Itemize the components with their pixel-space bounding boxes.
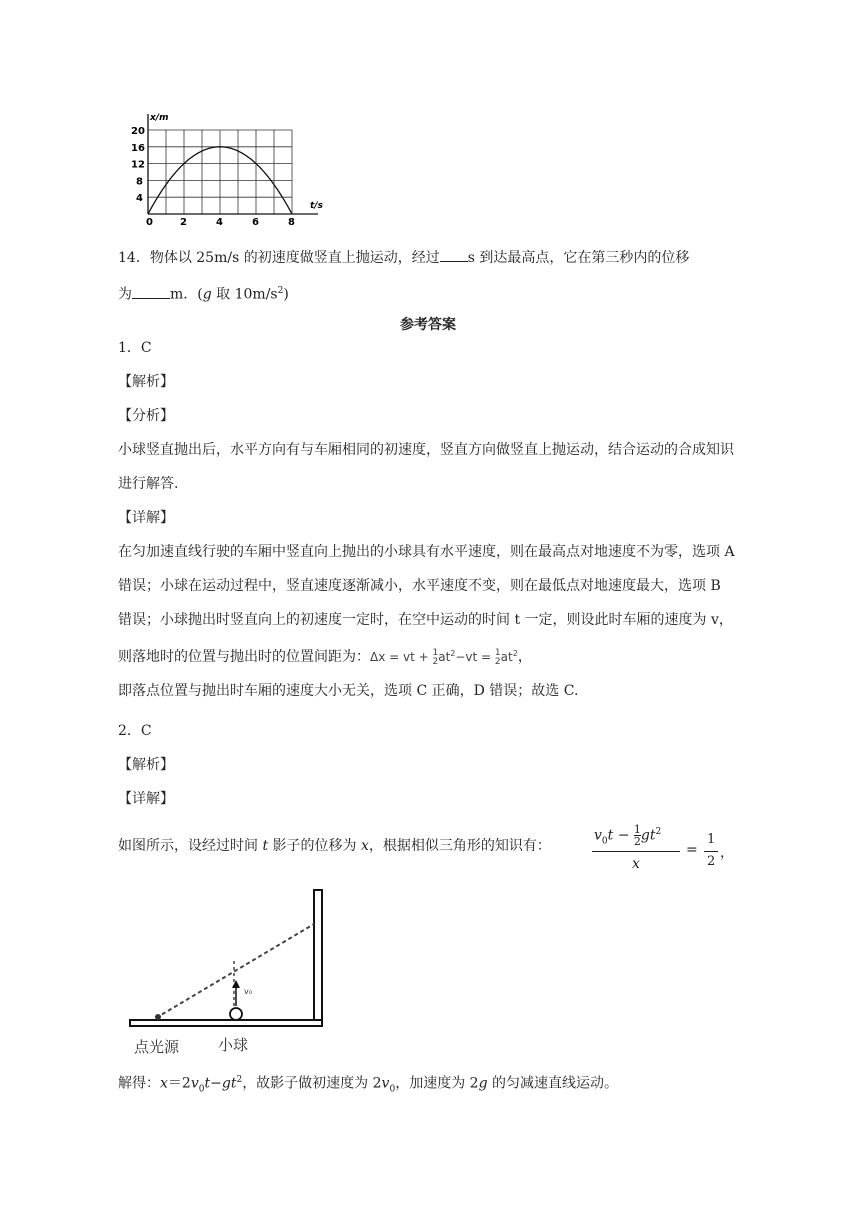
q14-text-b: 为 <box>118 286 132 303</box>
formula-2-eq: = <box>686 842 698 858</box>
light-source-label: 点光源 <box>134 1038 180 1056</box>
f2-v: v <box>594 827 602 844</box>
a2-res-x: x <box>160 1075 168 1092</box>
a2-res-sub: 0 <box>198 1084 205 1095</box>
question-14-line2 <box>118 281 289 305</box>
x-tick-label: 2 <box>180 217 187 228</box>
formula-1-mid: at <box>438 650 451 664</box>
y-tick-label: 20 <box>131 126 145 137</box>
a2-line-c: ，根据相似三角形的知识有： <box>368 838 551 854</box>
a2-res-pre: 解得： <box>118 1075 160 1092</box>
f2-half-d: 2 <box>633 835 641 848</box>
formula-2-numerator <box>594 824 661 847</box>
a2-res-v0: v <box>381 1075 390 1092</box>
f2-t: t − <box>607 827 634 844</box>
y-axis-label: x/m <box>150 113 169 123</box>
answer-1-fenxi-text: 小球竖直抛出后，水平方向有与车厢相同的初速度，竖直方向做竖直上抛运动，结合运动的合成知识进行解答. <box>118 442 734 492</box>
a2-x: x <box>361 838 369 854</box>
formula-1 <box>370 647 518 667</box>
answer-1-jiexi: 【解析】 <box>118 374 174 390</box>
frac-den-2: 2 <box>494 656 501 667</box>
ground <box>130 1020 322 1026</box>
q14-sup: 2 <box>277 286 284 296</box>
question-14-line1 <box>118 247 689 268</box>
answer-1-detail-text-2: 即落点位置与抛出时车厢的速度大小无关，选项 C 正确，D 错误；故选 C. <box>118 683 579 699</box>
answers-title: 参考答案 <box>400 317 456 333</box>
answer-2-xiangjie: 【详解】 <box>118 791 174 807</box>
arrow-head-icon <box>232 980 240 988</box>
f2-sup: 2 <box>655 826 662 837</box>
x-tick-label: 0 <box>146 217 153 228</box>
answer-1-fenxi: 【分析】 <box>118 408 174 424</box>
formula-1-minus: −vt = <box>455 650 495 664</box>
a2-res-g: g <box>478 1075 488 1092</box>
answer-2-result <box>118 1070 618 1099</box>
answer-blank-1[interactable] <box>440 247 468 262</box>
frac-den: 2 <box>432 656 439 667</box>
formula-2-rhs-bar <box>704 851 718 852</box>
x-tick-label: 4 <box>216 217 223 228</box>
a2-res-sup: 2 <box>236 1075 243 1085</box>
ball <box>230 1008 242 1020</box>
a2-res-v: v <box>190 1075 199 1092</box>
question-number: 14． <box>118 250 150 266</box>
a2-res-text2: ，加速度为 2 <box>395 1075 479 1092</box>
chart-axes <box>148 114 318 214</box>
v0-label: v₀ <box>244 987 252 996</box>
a2-line-b: 影子的位移为 <box>268 838 361 854</box>
answer-1-xiangjie: 【详解】 <box>118 510 174 526</box>
answer-2-line <box>118 836 551 856</box>
a2-res-eq: ＝2 <box>167 1075 191 1092</box>
formula-2-bar <box>592 851 680 852</box>
formula-1-sq: 2 <box>450 649 456 658</box>
formula-2 <box>592 818 742 878</box>
answer-blank-2[interactable] <box>132 284 170 299</box>
f2-gt: gt <box>640 827 656 844</box>
formula-2-tail: ， <box>720 845 734 861</box>
a2-res-sub0: 0 <box>389 1084 396 1095</box>
f2-half-n: 1 <box>633 823 641 836</box>
a2-res-text: ，故影子做初速度为 2 <box>242 1075 382 1092</box>
wall <box>314 890 322 1026</box>
q14-g: g <box>202 286 212 303</box>
chart-ticks <box>131 126 295 228</box>
a2-res-minus: − <box>210 1075 222 1092</box>
answer-1-detail-text: 在匀加速直线行驶的车厢中竖直向上抛出的小球具有水平速度，则在最高点对地速度不为零，选项 A 错误；小球在运动过程中，竖直速度逐渐减小，水平速度不变，则在最低点对地速度最大，选项 B 错误；小球抛出时竖直向上的初速度一定时，在空中运动的时间 t 一定，则设此时车厢的速度为 v，则落地时的位置与抛出时的位置间距为： <box>118 544 735 665</box>
y-tick-label: 4 <box>136 193 143 205</box>
q14-close: ) <box>283 286 289 303</box>
xt-graph <box>128 108 328 228</box>
a2-res-gt: gt <box>221 1075 237 1092</box>
q14-unit-s: s 到达最高点，它在第三秒内的位移 <box>467 250 690 266</box>
formula-1-end: at <box>500 650 513 664</box>
y-tick-label: 12 <box>131 159 145 171</box>
a2-res-t: t <box>204 1075 211 1092</box>
q14-g-tail: 取 10m/s <box>211 286 278 303</box>
answer-1-detail <box>118 535 736 708</box>
q14-text: 物体以 25m/s 的初速度做竖直上抛运动，经过 <box>149 250 440 266</box>
formula-2-den: x <box>632 856 640 872</box>
formula-1-lhs: Δx = vt + <box>370 650 433 664</box>
ball-label: 小球 <box>218 1036 249 1054</box>
frac-num-2: 1 <box>494 647 501 658</box>
frac-num: 1 <box>432 647 439 658</box>
answer-2-number: 2．C <box>118 723 152 739</box>
x-tick-label: 8 <box>288 217 295 228</box>
y-tick-label: 8 <box>136 176 143 188</box>
shadow-diagram <box>128 888 338 1060</box>
q14-unit-m: m．( <box>170 286 203 303</box>
answer-2-jiexi: 【解析】 <box>118 757 174 773</box>
light-source-dot <box>155 1014 161 1020</box>
formula-2-rhs-n: 1 <box>707 832 716 847</box>
x-tick-label: 6 <box>252 217 259 228</box>
a2-t: t <box>262 838 269 854</box>
answer-1-number: 1．C <box>118 340 152 356</box>
y-tick-label: 16 <box>131 142 145 154</box>
a2-res-text3: 的匀减速直线运动。 <box>487 1075 618 1092</box>
chart-grid <box>148 130 292 214</box>
light-ray <box>156 924 314 1018</box>
a2-line-a: 如图所示，设经过时间 <box>118 838 263 854</box>
formula-1-comma: ， <box>517 649 532 665</box>
f2-sub0: 0 <box>601 836 608 847</box>
formula-2-rhs-d: 2 <box>707 854 716 869</box>
x-axis-label: t/s <box>310 201 323 211</box>
formula-1-sq-2: 2 <box>512 649 518 658</box>
